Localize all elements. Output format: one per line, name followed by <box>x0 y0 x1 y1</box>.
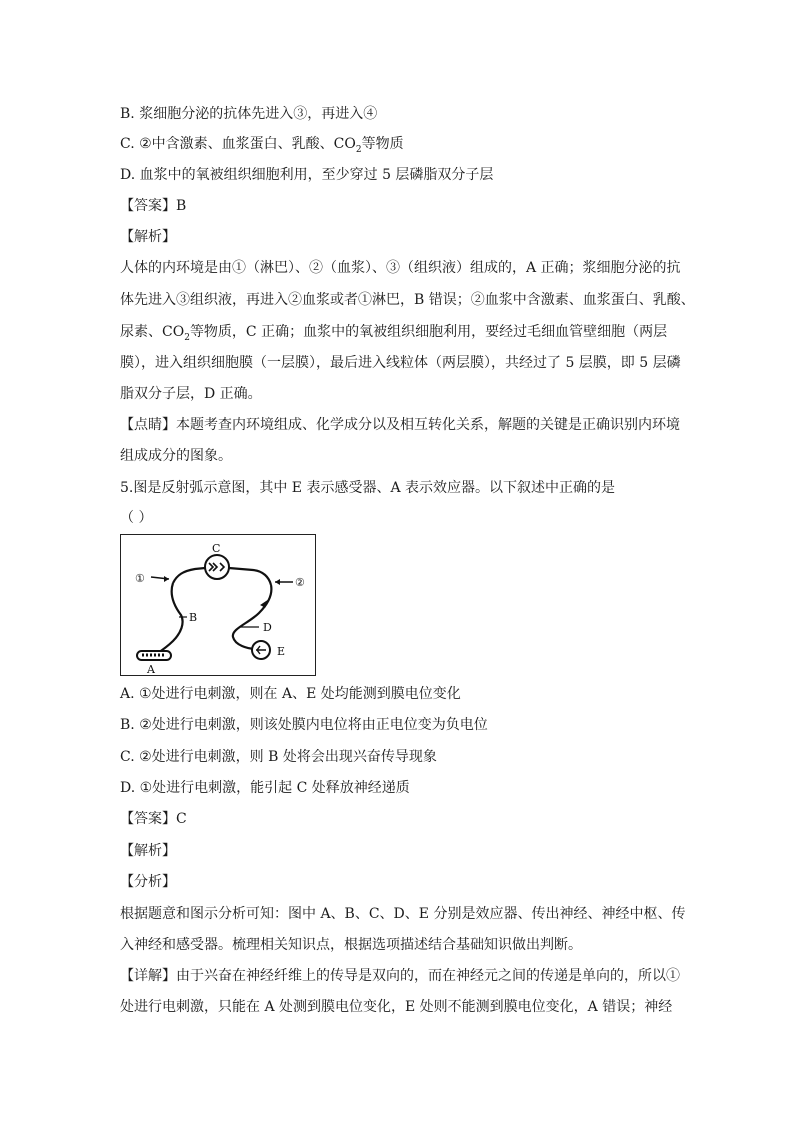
explanation-line: 体先进入③组织液，再进入②血浆或者①淋巴，B 错误；②血浆中含激素、血浆蛋白、乳酸、 <box>120 292 695 308</box>
explanation-tail: 等物质，C 正确；血浆中的氧被组织细胞利用，要经过毛细血管壁细胞（两层 <box>189 324 668 340</box>
question-stem: 5.图是反射弧示意图，其中 E 表示感受器、A 表示效应器。以下叙述中正确的是 <box>120 480 616 496</box>
label-stimulus-1: ① <box>135 572 145 585</box>
afferent-nerve <box>233 585 272 649</box>
comment-line: 组成成分的图象。 <box>120 448 232 464</box>
explanation-line: 人体的内环境是由①（淋巴）、②（血浆）、③（组织液）组成的，A 正确；浆细胞分泌的抗 <box>120 260 681 276</box>
arrow-head-2 <box>275 579 280 585</box>
answer-label: 【答案】C <box>120 811 187 827</box>
question-paren: （ ） <box>120 510 153 526</box>
subscript: 2 <box>355 144 362 155</box>
detail-line: 处进行电刺激，只能在 A 处测到膜电位变化，E 处则不能测到膜电位变化，A 错误；神经 <box>120 999 673 1015</box>
label-stimulus-2: ② <box>295 576 305 589</box>
detail-line: 【详解】由于兴奋在神经纤维上的传导是双向的，而在神经元之间的传递是单向的，所以① <box>120 968 680 984</box>
option-d: D. 血浆中的氧被组织细胞利用，至少穿过 5 层磷脂双分子层 <box>120 167 494 183</box>
explanation-line: 脂双分子层，D 正确。 <box>120 386 262 402</box>
label-b: B <box>189 611 198 624</box>
label-d: D <box>263 621 272 634</box>
option-c-tail: 等物质 <box>361 136 404 152</box>
option-c-text: C. ②中含激素、血浆蛋白、乳酸、CO <box>120 136 356 152</box>
label-a: A <box>147 663 155 675</box>
option-c: C. ②处进行电刺激，则 B 处将会出现兴奋传导现象 <box>120 749 437 765</box>
nerve-fiber <box>229 568 271 585</box>
option-b: B. ②处进行电刺激，则该处膜内电位将由正电位变为负电位 <box>120 717 488 733</box>
option-a: A. ①处进行电刺激，则在 A、E 处均能测到膜电位变化 <box>120 686 461 702</box>
option-b: B. 浆细胞分泌的抗体先进入③，再进入④ <box>120 106 378 122</box>
fenxi-line: 根据题意和图示分析可知：图中 A、B、C、D、E 分别是效应器、传出神经、神经中枢、传 <box>120 906 686 922</box>
arrow-head-1 <box>164 576 169 582</box>
fenxi-label: 【分析】 <box>120 874 176 890</box>
subscript: 2 <box>184 332 190 343</box>
comment-line: 【点睛】本题考查内环境组成、化学成分以及相互转化关系，解题的关键是正确识别内环境 <box>120 417 680 433</box>
analysis-label: 【解析】 <box>120 229 176 245</box>
efferent-nerve <box>155 583 183 655</box>
nerve-fiber <box>173 568 205 583</box>
label-c: C <box>212 542 221 555</box>
fenxi-line: 入神经和感受器。梳理相关知识点，根据选项描述结合基础知识做出判断。 <box>120 937 582 953</box>
explanation-line: 膜），进入组织细胞膜（一层膜），最后进入线粒体（两层膜），共经过了 5 层膜，即 5 层磷 <box>120 355 681 371</box>
option-d: D. ①处进行电刺激，能引起 C 处释放神经递质 <box>120 780 410 796</box>
explanation-line <box>120 322 667 342</box>
label-e: E <box>277 645 286 658</box>
analysis-label: 【解析】 <box>120 843 176 859</box>
answer-label: 【答案】B <box>120 198 187 214</box>
reflex-arc-figure <box>120 534 316 676</box>
reflex-arc-diagram <box>121 535 315 675</box>
explanation-text: 尿素、CO <box>120 324 185 340</box>
option-c <box>120 134 404 154</box>
